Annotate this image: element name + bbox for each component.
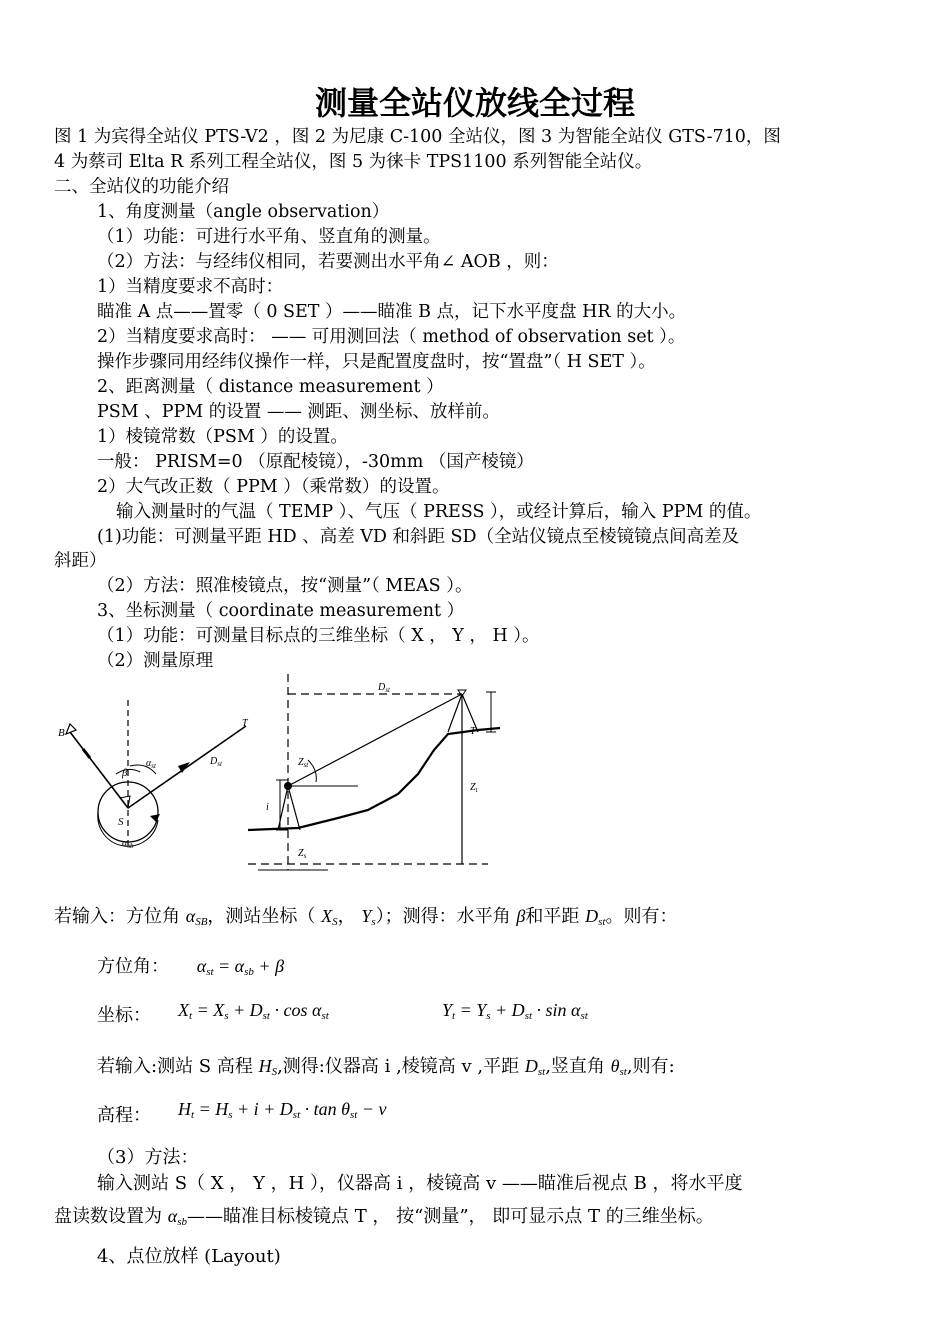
coordinate-principle: （2）测量原理 — [97, 651, 214, 671]
subsection-angle: 1、角度测量（angle observation） — [97, 202, 390, 222]
distance-ppm: 2）大气改正数（ PPM ）（乘常数）的设置。 — [97, 477, 450, 497]
z-s-label: $Z_s$ — [298, 848, 307, 860]
distance-function-1: (1)功能：可测量平距 HD 、高差 VD 和斜距 SD（全站仪镜点至棱镜镜点间高差及 — [97, 527, 740, 547]
distance-method: （2）方法：照准棱镜点，按“测量”（ MEAS ）。 — [97, 576, 473, 596]
coordinate-function: （1）功能：可测量目标点的三维坐标（ X ， Y ， H ）。 — [97, 626, 540, 646]
input-line-2: 若输入:测站 S 高程 $H_S$,测得:仪器高 i ,棱镜高 v ,平距 $D_{st}$,竖直角 $\theta_{st}$,则有: — [97, 1056, 675, 1078]
z-t-label: $Z_t$ — [470, 782, 478, 794]
intro-line-2: 4 为蔡司 Elta R 系列工程全站仪，图 5 为徕卡 TPS1100 系列智能全站仪。 — [54, 152, 653, 172]
azimuth-formula-row: 方位角： $\alpha_{st} = \alpha_{sb} + \beta$ — [97, 956, 285, 978]
coordinate-method: （3）方法： — [97, 1147, 199, 1168]
intro-line-1: 图 1 为宾得全站仪 PTS-V2 ，图 2 为尼康 C-100 全站仪，图 3 为智能全站仪 GTS-710，图 — [54, 127, 781, 147]
angle-low-text: 瞄准 A 点——置零（ 0 SET ）——瞄准 B 点，记下水平度盘 HR 的大小。 — [97, 302, 687, 322]
distance-prism-constant: 1）棱镜常数（PSM ）的设置。 — [97, 427, 348, 447]
coordinate-method-2: 盘读数设置为 $\alpha_{sb}——$瞄准目标棱镜点 T ， 按“测量”， 即可显示点 T 的三维坐标。 — [54, 1206, 714, 1228]
distance-ppm-text: 输入测量时的气温（ TEMP ）、气压（ PRESS ），或经计算后，输入 PPM 的值。 — [116, 502, 762, 522]
alpha-st-label: $\alpha_{st}$ — [146, 758, 156, 770]
angle-function: （1）功能：可进行水平角、竖直角的测量。 — [97, 227, 441, 247]
d-st-label-2: $D_{st}$ — [378, 682, 390, 694]
coordinate-method-1: 输入测站 S（ X ， Y ，H ），仪器高 i ，棱镜高 v ——瞄准后视点 B ，将水平度 — [97, 1173, 743, 1194]
distance-prism-text: 一般： PRISM=0 （原配棱镜），-30mm （国产棱镜） — [97, 452, 534, 472]
y-equation: $Y_t = Y_s + D_{st} \cdot \sin \alpha_{st}$ — [442, 1000, 588, 1022]
instrument-height-label: i — [266, 802, 269, 813]
angle-high-precision: 2）当精度要求高时： —— 可用测回法（ method of observation set ）。 — [97, 327, 686, 347]
coordinate-formula-label: 坐标： — [97, 1005, 151, 1026]
input-line-1: 若输入：方位角 $\alpha_{SB}$，测站坐标（ $X_S$， $Y_s$）；测得：水平角 β和平距 $D_{st}$。则有： — [54, 906, 678, 928]
x-equation: $X_t = X_s + D_{st} \cdot \cos \alpha_{st}$ — [178, 1000, 329, 1022]
station-s-label: S — [118, 816, 124, 828]
azimuth-equation: $\alpha_{st} = \alpha_{sb} + \beta$ — [196, 956, 285, 978]
d-st-label: $D_{st}$ — [210, 756, 222, 768]
angle-high-text: 操作步骤同用经纬仪操作一样，只是配置度盘时，按“置盘”（ H SET ）。 — [97, 352, 656, 372]
angle-method: （2）方法：与经纬仪相同，若要测出水平角∠ AOB ，则： — [97, 252, 559, 272]
alpha-sb-label: $\alpha_{sb}$ — [122, 838, 134, 850]
h-equation: $H_t = H_s + i + D_{st} \cdot \tan \theta_{st} - v$ — [178, 1099, 387, 1121]
azimuth-diagram — [50, 700, 260, 860]
angle-low-precision: 1）当精度要求不高时： — [97, 277, 284, 297]
distance-psm-ppm: PSM 、PPM 的设置 —— 测距、测坐标、放样前。 — [97, 402, 500, 422]
target-t-label-2: T — [470, 726, 476, 737]
elevation-formula-label: 高程： — [97, 1105, 151, 1126]
subsection-layout: 4、点位放样 (Layout) — [97, 1246, 281, 1267]
distance-function-2: 斜距） — [54, 551, 107, 571]
target-t-label: T — [242, 718, 248, 729]
subsection-distance: 2、距离测量（ distance measurement ） — [97, 377, 444, 397]
subsection-coordinate: 3、坐标测量（ coordinate measurement ） — [97, 601, 465, 621]
z-st-label: $Z_{st}$ — [298, 757, 309, 769]
section-2-heading: 二、全站仪的功能介绍 — [54, 177, 229, 197]
beta-label: β — [122, 767, 128, 779]
point-b-label: B — [58, 727, 65, 739]
elevation-diagram — [248, 670, 508, 880]
page-title: 测量全站仪放线全过程 — [314, 84, 635, 122]
